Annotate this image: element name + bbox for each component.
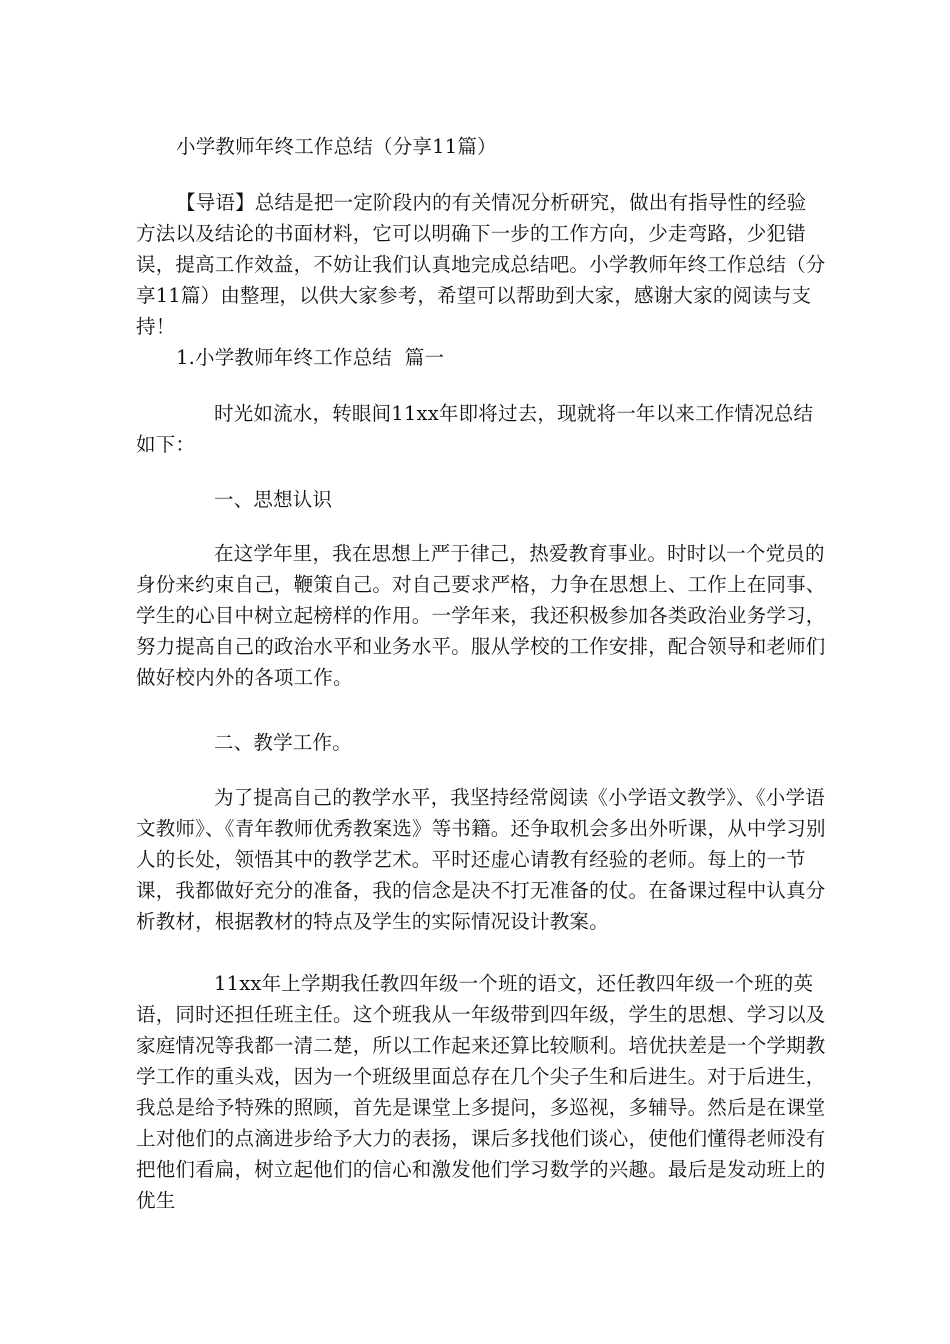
teaching-paragraph-2: 11xx年上学期我任教四年级一个班的语文，还任教四年级一个班的英语，同时还担任班主任。这个班我从一年级带到四年级，学生的思想、学习以及家庭情况等我都一清二楚，所以工作起来还算比较顺利。培优扶差是一个学期教学工作的重头戏，因为一个班级里面总存在几个尖子生和后进生。对于后进生，我总是给予特殊的照顾，首先是课堂上多提问，多巡视，多辅导。然后是在课堂上对他们的点滴进步给予大力的表扬，课后多找他们谈心，使他们懂得老师没有把他们看扁，树立起他们的信心和激发他们学习数学的兴趣。最后是发动班上的优生 <box>136 972 826 1212</box>
section-heading-teaching: 二、教学工作。 <box>214 731 352 754</box>
document-title: 小学教师年终工作总结（分享11篇） <box>176 135 497 158</box>
article-heading: 1.小学教师年终工作总结 篇一 <box>176 346 445 369</box>
opening-paragraph: 时光如流水，转眼间11xx年即将过去，现就将一年以来工作情况总结如下： <box>136 402 814 456</box>
thinking-paragraph: 在这学年里，我在思想上严于律己，热爱教育事业。时时以一个党员的身份来约束自己，鞭策自己。对自己要求严格，力争在思想上、工作上在同事、学生的心目中树立起榜样的作用。一学年来，我还积极参加各类政治业务学习，努力提高自己的政治水平和业务水平。服从学校的工作安排，配合领导和老师们做好校内外的各项工作。 <box>136 542 826 689</box>
teaching-paragraph-1: 为了提高自己的教学水平，我坚持经常阅读《小学语文教学》、《小学语文教师》、《青年教师优秀教案选》等书籍。还争取机会多出外听课，从中学习别人的长处，领悟其中的教学艺术。平时还虚心请教有经验的老师。每上的一节课，我都做好充分的准备，我的信念是决不打无准备的仗。在备课过程中认真分析教材，根据教材的特点及学生的实际情况设计教案。 <box>136 786 826 933</box>
section-heading-thinking: 一、思想认识 <box>214 488 333 511</box>
intro-paragraph: 【导语】总结是把一定阶段内的有关情况分析研究，做出有指导性的经验方法以及结论的书面材料，它可以明确下一步的工作方向，少走弯路，少犯错误，提高工作效益，不妨让我们认真地完成总结吧。小学教师年终工作总结（分享11篇）由整理，以供大家参考，希望可以帮助到大家，感谢大家的阅读与支持！ <box>136 191 826 338</box>
